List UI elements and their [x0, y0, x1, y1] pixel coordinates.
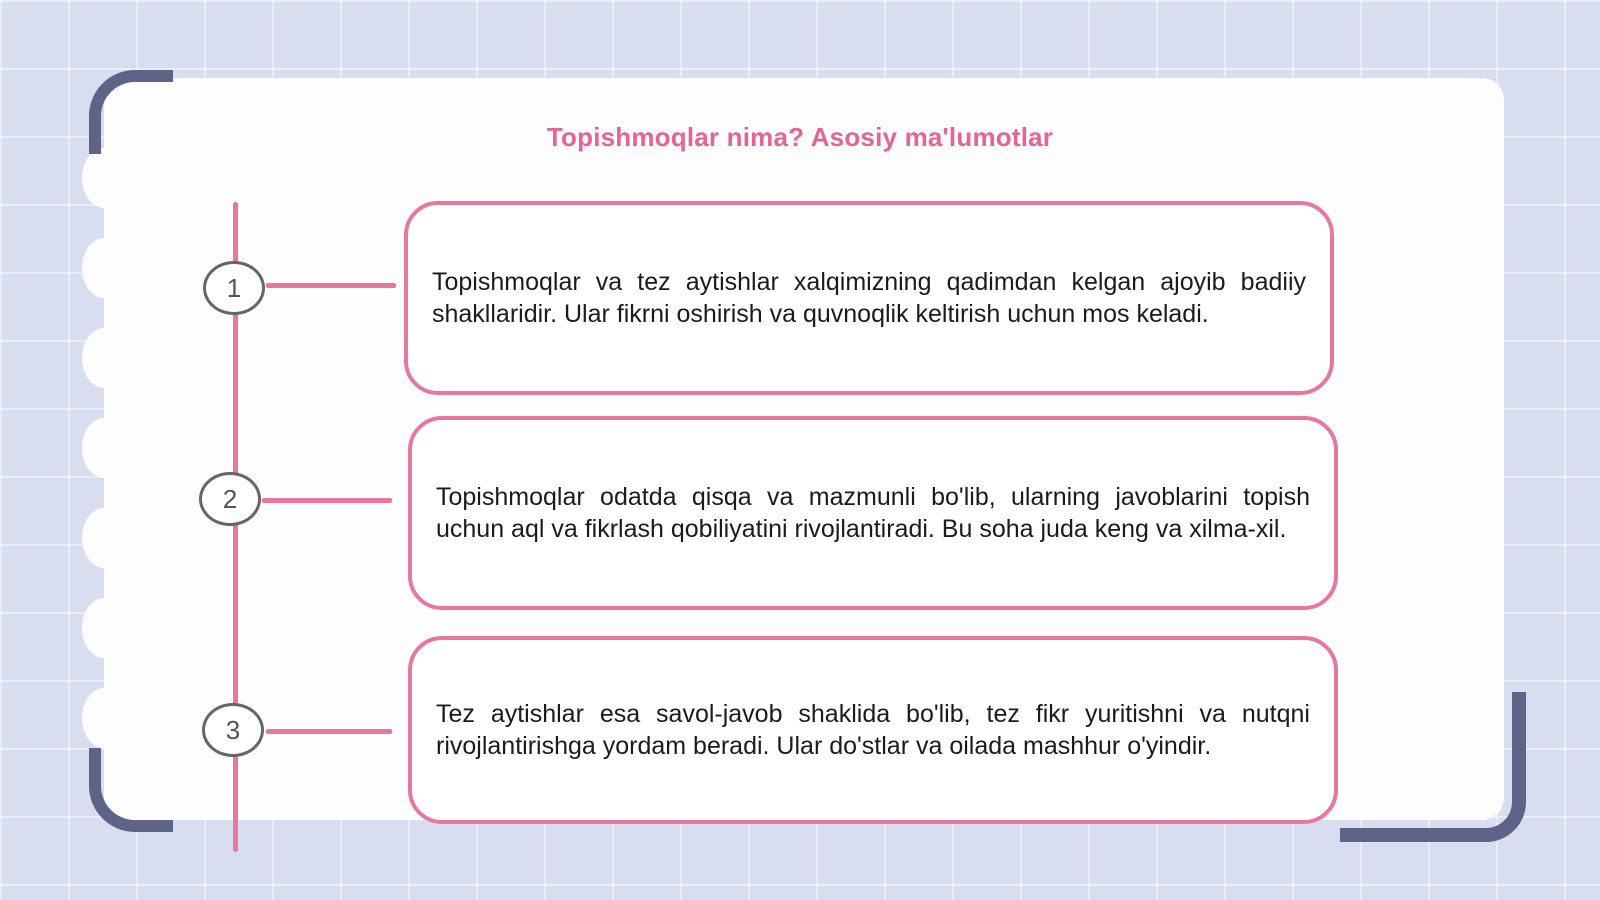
step-box-1 — [404, 201, 1334, 395]
step-number-1: 1 — [203, 261, 265, 315]
step-text-1: Topishmoqlar va tez aytishlar xalqimizning qadimdan kelgan ajoyib badiiy shakllaridir. Ular fikrni oshirish va quvnoqlik keltirish uchun mos keladi. — [432, 268, 1306, 328]
step-text-3: Tez aytishlar esa savol-javob shaklida bo'lib, tez fikr yuritishni va nutqni rivojlantirishga yordam beradi. Ular do'stlar va oilada mashhur o'yindir. — [436, 700, 1310, 760]
corner-bracket-bottom-right — [1340, 692, 1526, 842]
step-box-3 — [408, 636, 1338, 824]
corner-bracket-bottom-left — [89, 748, 173, 832]
step-connector-3 — [266, 729, 392, 734]
step-box-2 — [408, 416, 1338, 610]
step-number-2: 2 — [199, 472, 261, 526]
slide-title: Topishmoqlar nima? Asosiy ma'lumotlar — [546, 122, 1054, 152]
step-connector-2 — [262, 498, 392, 503]
step-text-2: Topishmoqlar odatda qisqa va mazmunli bo'lib, ularning javoblarini topish uchun aql va fikrlash qobiliyatini rivojlantiradi. Bu soha juda keng va xilma-xil. — [436, 483, 1310, 543]
step-connector-1 — [266, 283, 396, 288]
step-number-3: 3 — [202, 703, 264, 757]
